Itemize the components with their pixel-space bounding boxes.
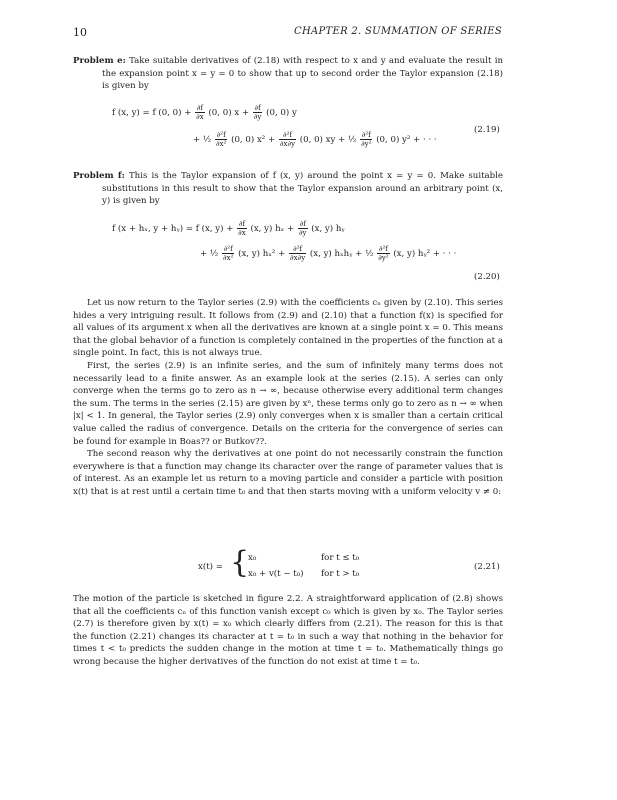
eq-2-21-case1-expr: x₀ <box>248 553 257 563</box>
page-number: 10 <box>73 26 87 39</box>
left-brace: { <box>230 545 250 580</box>
problem-e-label: Problem e: <box>73 56 126 66</box>
paragraph-convergence: First, the series (2.9) is an infinite series, and the sum of infinitely many terms does not necessarily lead to a finite answer. As an example look at the series (2.15). A series can only converge when the terms go to zero as n → ∞, because otherwise every additional term changes the sum. The terms in the series (2.15) are given by xⁿ, these terms only go to zero as n → ∞ when |x| < 1. In general, the Taylor series (2.9) only converges when x is smaller than a certain critical value called the radius of convergence. Details on the criteria for the convergence of series can be found for example in Boas?? or Butkov??. <box>73 360 503 447</box>
problem-f-text: This is the Taylor expansion of f (x, y) around the point x = y = 0. Make suitable substitutions in this result to show that the Taylor expansion around an arbitrary point (x, y) is given by <box>102 171 504 207</box>
running-header: CHAPTER 2. SUMMATION OF SERIES <box>294 26 502 37</box>
paragraph-second-reason: The second reason why the derivatives at one point do not necessarily constrain the function everywhere is that a function may change its character over the range of parameter values that is of interest. As an example let us return to a moving particle and consider a particle with position x(t) that is at rest until a certain time t₀ and that then starts moving with a uniform velocity v ≠ 0: <box>73 449 503 497</box>
eq-2-19-line1: f (x, y) = f (0, 0) + $\frac{\partial f}{\partial x}$ (0, 0) x + $\frac{\partial f}{\partial y}$ (0, 0) y <box>112 104 297 121</box>
problem-f <box>73 170 503 208</box>
eq-2-21-case2-expr: x₀ + v(t − t₀) <box>248 569 304 579</box>
eq-2-21-case1-cond: for t ≤ t₀ <box>321 553 360 563</box>
paragraph-motion: The motion of the particle is sketched in figure 2.2. A straightforward application of (2.8) shows that all the coefficients cₙ of this function vanish except c₀ which is given by x₀. The Taylor series (2.7) is therefore given by x(t) = x₀ which clearly differs from (2.21). The reason for this is that the function (2.21) changes its character at t = t₀ in such a way that nothing in the behavior for times t < t₀ predicts the sudden change in the motion at time t = t₀. Mathematically things go wrong because the higher derivatives of the function do not exist at time t = t₀. <box>73 594 503 667</box>
eq-2-21-lhs: x(t) = <box>198 562 223 572</box>
eq-number-2-19: (2.19) <box>474 125 500 135</box>
problem-e <box>73 55 503 93</box>
eq-2-19-line2: + ½ $\frac{\text{∂²f}}{\text{∂x²}}$ (0, 0) x² + $\frac{\text{∂²f}}{\partial x\partial y}$ (0, 0) xy + ½ $\frac{\text{∂²f}}{\text{∂y²}}$ (0, 0) y² + · · · <box>193 131 437 148</box>
problem-e-text: Take suitable derivatives of (2.18) with respect to x and y and evaluate the result in the expansion point x = y = 0 to show that up to second order the Taylor expansion (2.18) is given by <box>102 56 504 92</box>
eq-2-21-case2-cond: for t > t₀ <box>321 569 360 579</box>
final-text <box>73 593 503 669</box>
eq-2-20-line2: + ½ $\frac{\text{∂²f}}{\text{∂x²}}$ (x, y) hₓ² + $\frac{\text{∂²f}}{\partial x\partial y}$ (x, y) hₓhᵧ + ½ $\frac{\text{∂²f}}{\text{∂y²}}$ (x, y) hᵧ² + · · · <box>200 245 457 262</box>
eq-number-2-20: (2.20) <box>474 272 500 282</box>
eq-2-20-line1: f (x + hₓ, y + hᵧ) = f (x, y) + $\frac{\partial f}{\partial x}$ (x, y) hₓ + $\frac{\partial f}{\partial y}$ (x, y) hᵧ <box>112 220 345 237</box>
body-text <box>73 297 503 499</box>
eq-number-2-21: (2.21) <box>474 562 500 572</box>
problem-f-label: Problem f: <box>73 171 125 181</box>
paragraph-taylor-intro: Let us now return to the Taylor series (2.9) with the coefficients cₙ given by (2.10). This series hides a very intriguing result. It follows from (2.9) and (2.10) that a function f(x) is specified for all values of its argument x when all the derivatives are known at a single point x = 0. This means that the global behavior of a function is completely contained in the properties of the function at a single point. In fact, this is not always true. <box>73 298 503 359</box>
